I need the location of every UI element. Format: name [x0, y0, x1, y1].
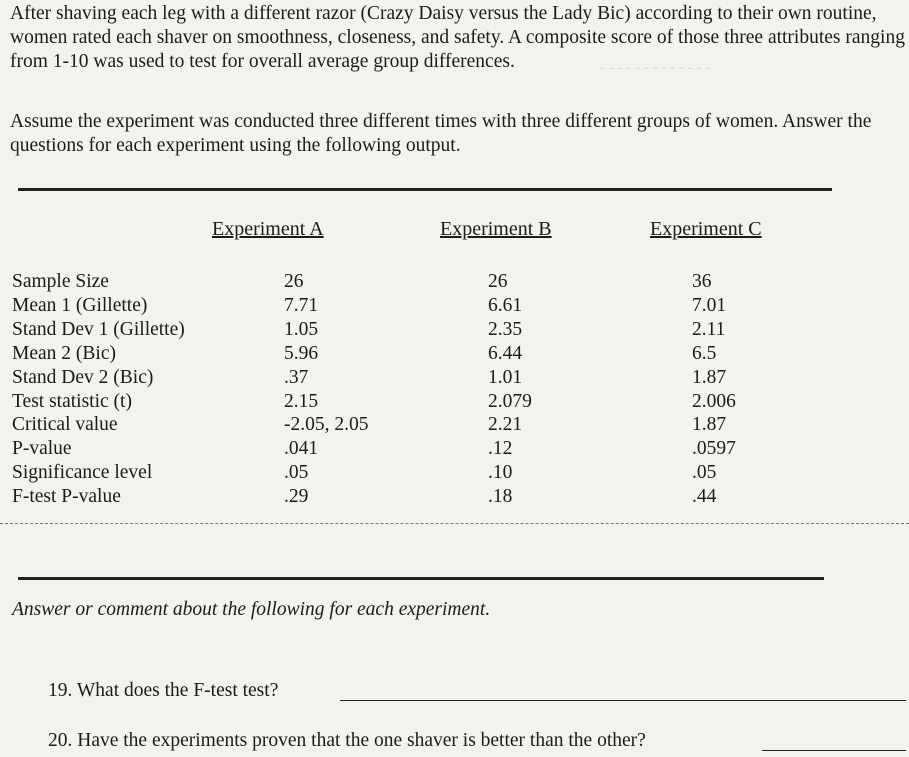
question-19: 19. What does the F-test test? [48, 680, 279, 701]
cell-value: .10 [488, 462, 513, 484]
cell-value: 2.15 [284, 390, 319, 412]
row-label: Critical value [12, 414, 118, 436]
top-divider [18, 188, 832, 191]
row-label: Mean 1 (Gillette) [12, 294, 148, 316]
cell-value: 1.05 [284, 318, 319, 340]
row-label: Sample Size [12, 271, 109, 292]
assumption-paragraph: Assume the experiment was conducted three different times with three different groups of women. Answer the questions for each experiment using the following output. [10, 111, 872, 156]
experiment-a-values [284, 270, 369, 509]
cell-value: 26 [284, 271, 304, 292]
instructions-text: Answer or comment about the following for each experiment. [12, 599, 491, 620]
mid-divider [18, 577, 824, 580]
cell-value: 2.11 [692, 318, 726, 340]
row-label: Stand Dev 1 (Gillette) [12, 318, 185, 340]
header-experiment-a: Experiment A [212, 218, 324, 240]
row-label: Test statistic (t) [12, 390, 132, 412]
cell-value: .05 [692, 462, 717, 484]
cell-value: 6.5 [692, 342, 717, 364]
cell-value: -2.05, 2.05 [284, 414, 369, 436]
cell-value: 36 [692, 271, 712, 292]
cell-value: 26 [488, 271, 508, 292]
experiment-b-values [488, 270, 532, 509]
cell-value: .041 [284, 438, 319, 460]
cell-value: 7.71 [284, 294, 319, 316]
cell-value: .44 [692, 486, 717, 508]
cell-value: 1.87 [692, 414, 727, 436]
cell-value: .37 [284, 366, 309, 388]
cell-value: 5.96 [284, 342, 319, 364]
cell-value: 7.01 [692, 294, 727, 316]
cell-value: .0597 [692, 438, 736, 460]
cell-value: 2.35 [488, 318, 523, 340]
bleed-through-text: - - - - - - - - - - - - - [600, 60, 710, 76]
cell-value: 6.61 [488, 294, 523, 316]
header-experiment-c: Experiment C [650, 218, 762, 240]
experiment-c-values [692, 270, 736, 509]
cell-value: .12 [488, 438, 513, 460]
cell-value: 2.006 [692, 390, 736, 412]
row-label: Mean 2 (Bic) [12, 342, 116, 364]
row-label: P-value [12, 438, 72, 460]
answer-line-20[interactable] [762, 750, 906, 751]
intro-paragraph: After shaving each leg with a different razor (Crazy Daisy versus the Lady Bic) according to their own routine, women rated each shaver on smoothness, closeness, and safety. A composite score of those three attributes ranging from 1-10 was used to test for overall average group differences. [10, 3, 905, 72]
cell-value: 1.01 [488, 366, 523, 388]
cell-value: 6.44 [488, 342, 523, 364]
cell-value: .18 [488, 486, 513, 508]
question-20: 20. Have the experiments proven that the one shaver is better than the other? [48, 730, 646, 751]
cell-value: 1.87 [692, 366, 727, 388]
cell-value: 2.079 [488, 390, 532, 412]
row-labels [12, 270, 185, 509]
dashed-divider [0, 523, 909, 524]
cell-value: .29 [284, 486, 309, 508]
row-label: Stand Dev 2 (Bic) [12, 366, 154, 388]
header-experiment-b: Experiment B [440, 218, 552, 240]
row-label: Significance level [12, 462, 153, 484]
answer-line-19[interactable] [340, 700, 906, 701]
cell-value: .05 [284, 462, 309, 484]
cell-value: 2.21 [488, 414, 523, 436]
row-label: F-test P-value [12, 486, 121, 508]
